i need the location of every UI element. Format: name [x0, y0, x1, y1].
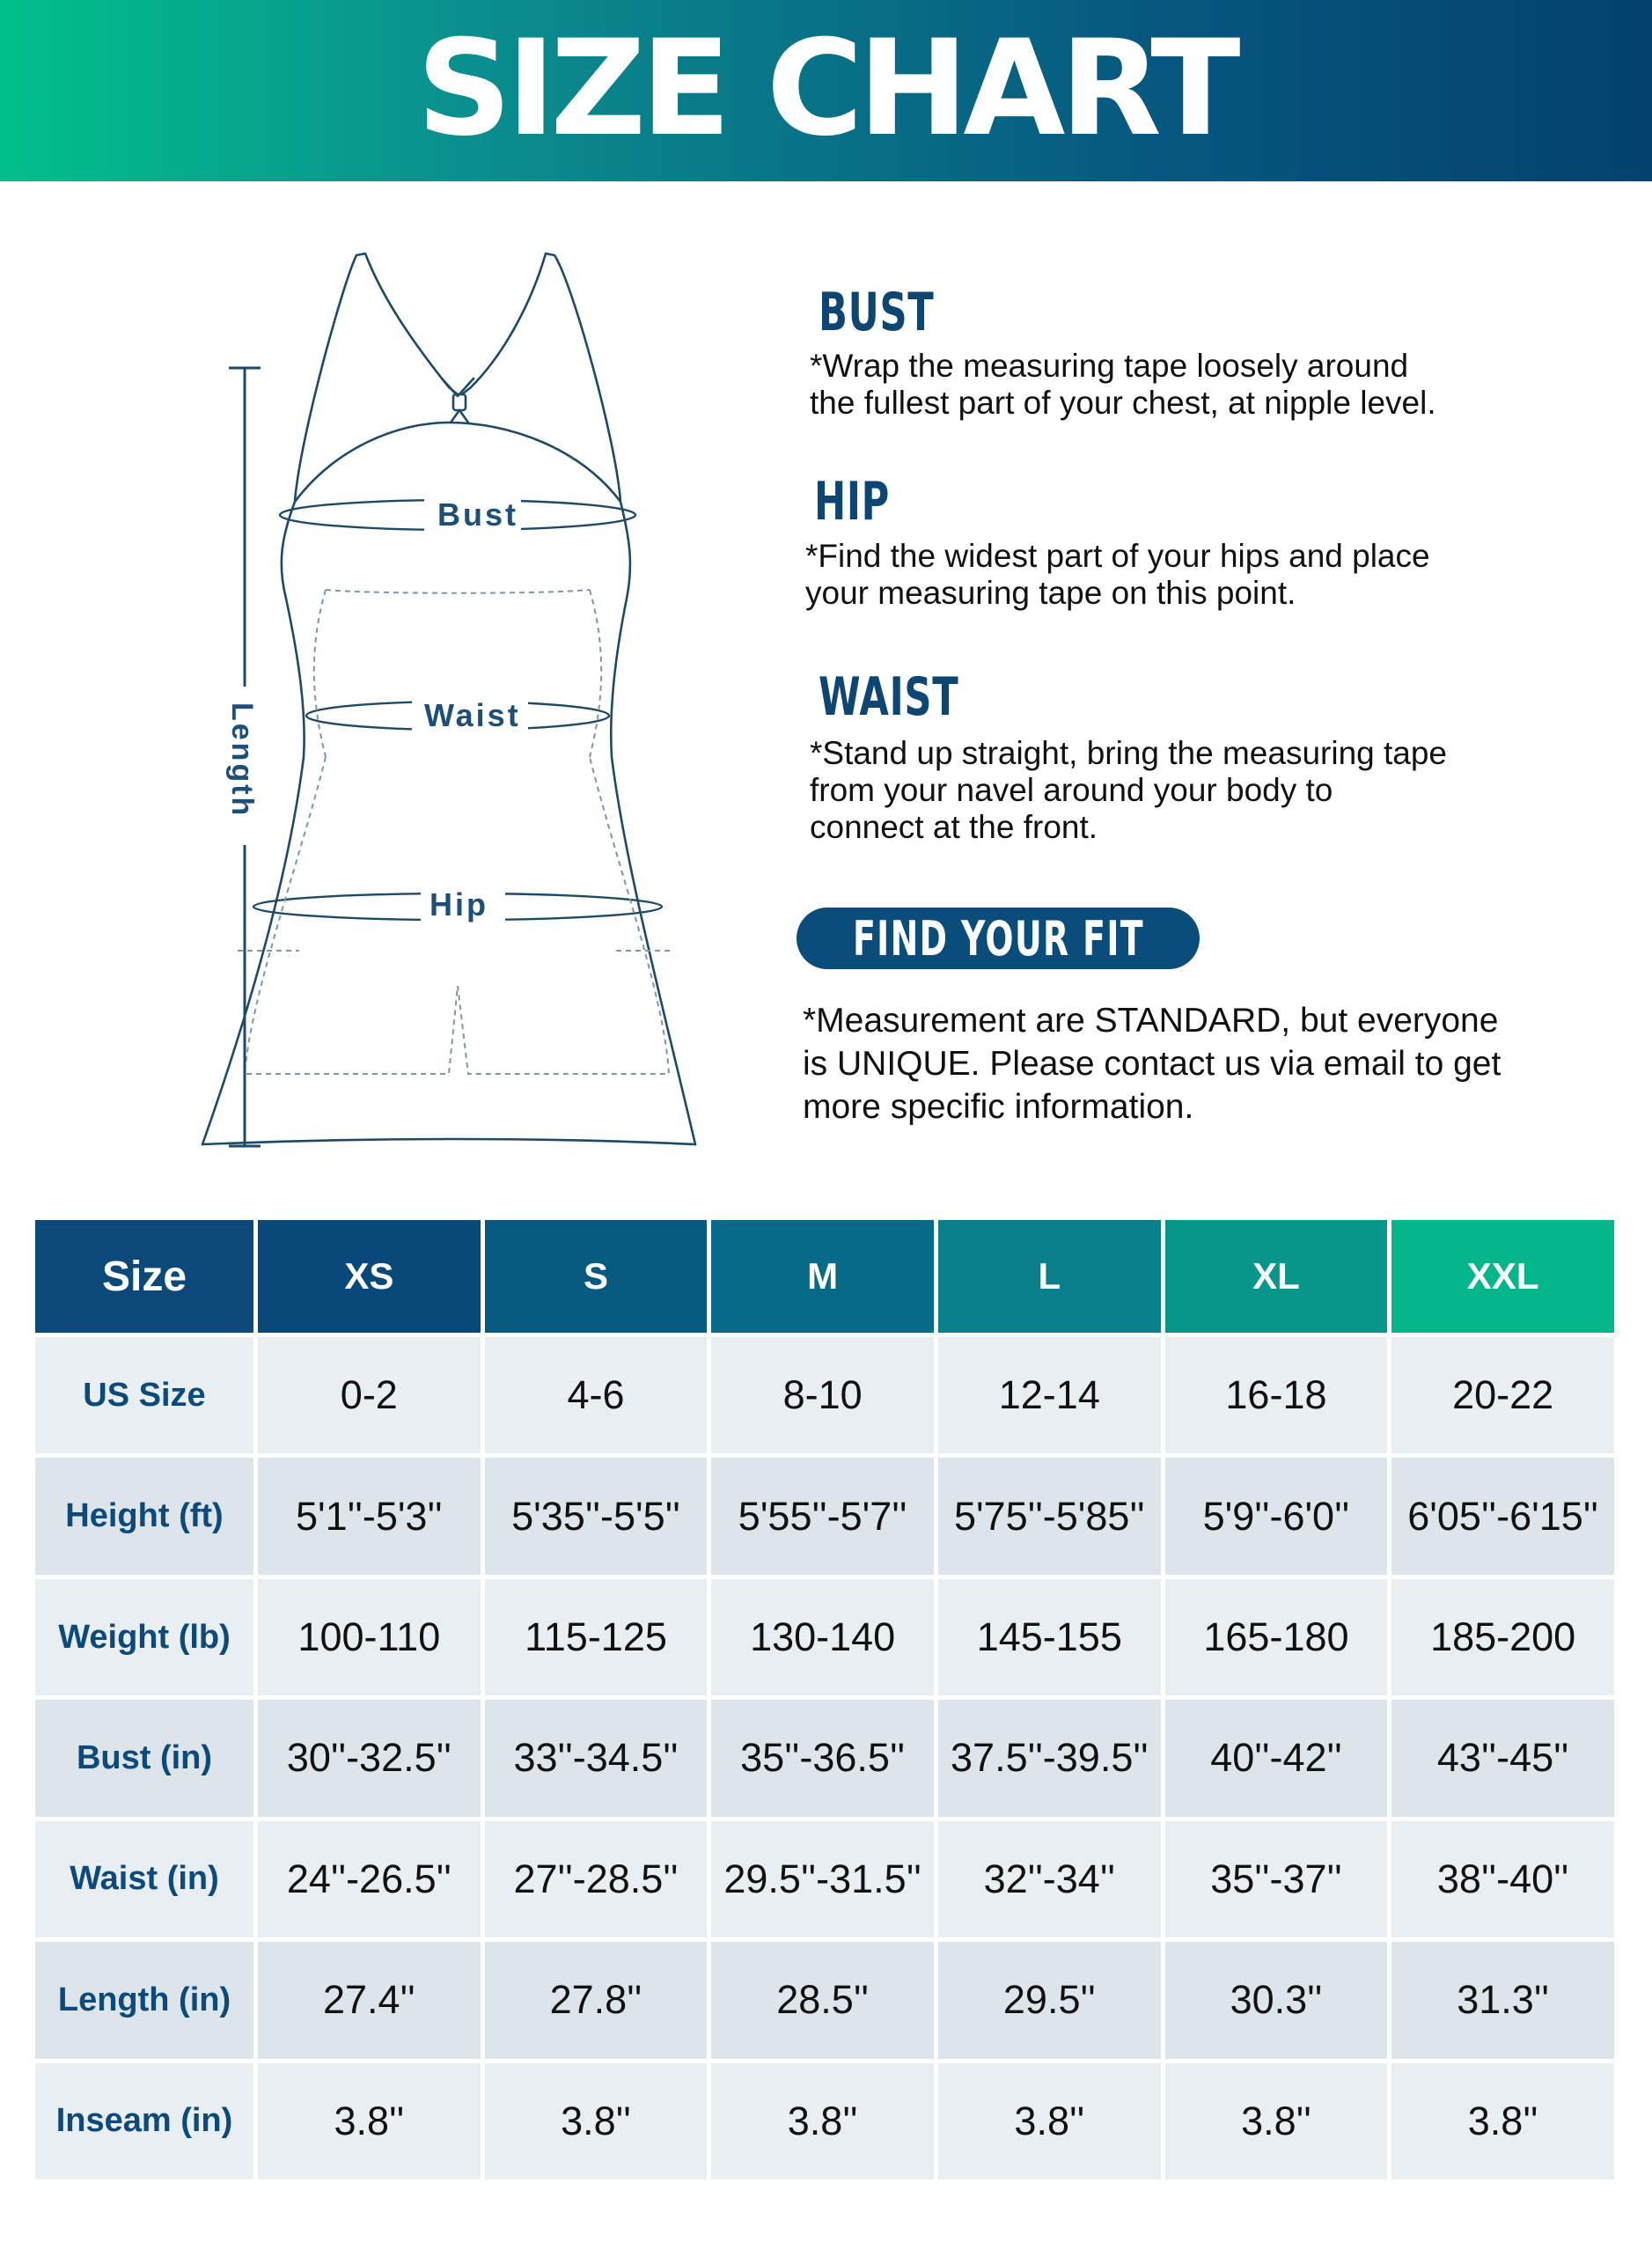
table-cell: 30.3'' — [1165, 1942, 1388, 2058]
header-size: Size — [35, 1220, 253, 1333]
row-label: Height (ft) — [35, 1458, 253, 1574]
table-cell: 5'1''-5'3'' — [258, 1458, 481, 1574]
table-cell: 29.5'' — [938, 1942, 1161, 2058]
row-label: Bust (in) — [35, 1700, 253, 1816]
header-l: L — [938, 1220, 1161, 1333]
fit-note: *Measurement are STANDARD, but everyone is UNIQUE. Please contact us via email to get more specific information. — [803, 1002, 1501, 1126]
table-row-us-size — [35, 1337, 1614, 1453]
table-cell: 20-22 — [1391, 1337, 1614, 1453]
find-your-fit-label: FIND YOUR FIT — [852, 910, 1144, 967]
table-cell: 145-155 — [938, 1579, 1161, 1695]
row-label: Length (in) — [35, 1942, 253, 2058]
table-cell: 6'05''-6'15'' — [1391, 1458, 1614, 1574]
bust-label: Bust — [437, 496, 518, 533]
table-cell: 5'35''-5'5'' — [485, 1458, 708, 1574]
table-cell: 24''-26.5'' — [258, 1821, 481, 1937]
table-cell: 35''-37'' — [1165, 1821, 1388, 1937]
table-cell: 27.8'' — [485, 1942, 708, 2058]
size-table — [31, 1216, 1619, 2184]
table-cell: 5'55''-5'7'' — [711, 1458, 934, 1574]
table-cell: 31.3'' — [1391, 1942, 1614, 2058]
waist-label: Waist — [424, 697, 521, 733]
table-cell: 38''-40'' — [1391, 1821, 1614, 1937]
find-your-fit-badge — [797, 908, 1200, 969]
header-banner — [0, 0, 1652, 181]
table-row-height — [35, 1458, 1614, 1574]
table-cell: 3.8'' — [1165, 2063, 1388, 2180]
header-xl: XL — [1165, 1220, 1388, 1333]
waist-section-text: *Stand up straight, bring the measuring tape from your navel around your body to connect at the front. — [810, 735, 1448, 845]
table-cell: 5'75''-5'85'' — [938, 1458, 1161, 1574]
table-cell: 8-10 — [711, 1337, 934, 1453]
dress-right-side — [611, 502, 695, 1144]
table-cell: 40''-42'' — [1165, 1700, 1388, 1816]
table-cell: 115-125 — [485, 1579, 708, 1695]
table-row-bust — [35, 1700, 1614, 1816]
length-label: Length — [225, 702, 259, 819]
table-cell: 30''-32.5'' — [258, 1700, 481, 1816]
header-xs: XS — [258, 1220, 481, 1333]
table-cell: 4-6 — [485, 1337, 708, 1453]
table-cell: 130-140 — [711, 1579, 934, 1695]
row-label: Waist (in) — [35, 1821, 253, 1937]
table-cell: 29.5''-31.5'' — [711, 1821, 934, 1937]
table-cell: 32''-34'' — [938, 1821, 1161, 1937]
table-cell: 185-200 — [1391, 1579, 1614, 1695]
size-table-header-row — [35, 1220, 1614, 1333]
header-xxl: XXL — [1391, 1220, 1614, 1333]
table-row-waist — [35, 1821, 1614, 1937]
table-row-length — [35, 1942, 1614, 2058]
table-cell: 12-14 — [938, 1337, 1161, 1453]
header-m: M — [711, 1220, 934, 1333]
table-cell: 165-180 — [1165, 1579, 1388, 1695]
table-cell: 5'9''-6'0'' — [1165, 1458, 1388, 1574]
left-strap — [295, 254, 458, 502]
table-cell: 3.8'' — [258, 2063, 481, 2180]
table-cell: 100-110 — [258, 1579, 481, 1695]
hip-label: Hip — [430, 886, 488, 923]
table-cell: 3.8'' — [938, 2063, 1161, 2180]
table-cell: 27.4'' — [258, 1942, 481, 2058]
table-cell: 28.5'' — [711, 1942, 934, 2058]
table-cell: 0-2 — [258, 1337, 481, 1453]
row-label: Inseam (in) — [35, 2063, 253, 2180]
bust-section-text: *Wrap the measuring tape loosely around the fullest part of your chest, at nipple level. — [810, 348, 1436, 421]
table-cell: 3.8'' — [1391, 2063, 1614, 2180]
table-row-weight — [35, 1579, 1614, 1695]
right-strap — [462, 254, 620, 502]
header-s: S — [485, 1220, 708, 1333]
waist-section-title: WAIST — [819, 666, 959, 728]
table-cell: 16-18 — [1165, 1337, 1388, 1453]
hip-section-text: *Find the widest part of your hips and place your measuring tape on this point. — [805, 538, 1430, 611]
table-row-inseam — [35, 2063, 1614, 2180]
row-label: Weight (lb) — [35, 1579, 253, 1695]
hip-section-title: HIP — [814, 471, 891, 533]
neckline — [295, 423, 620, 502]
page-title: SIZE CHART — [416, 12, 1236, 165]
table-cell: 37.5''-39.5'' — [938, 1700, 1161, 1816]
row-label: US Size — [35, 1337, 253, 1453]
length-measure-line — [211, 361, 282, 1153]
table-cell: 43''-45'' — [1391, 1700, 1614, 1816]
table-cell: 33''-34.5'' — [485, 1700, 708, 1816]
table-cell: 27''-28.5'' — [485, 1821, 708, 1937]
table-cell: 3.8'' — [711, 2063, 934, 2180]
table-cell: 3.8'' — [485, 2063, 708, 2180]
table-cell: 35''-36.5'' — [711, 1700, 934, 1816]
bust-section-title: BUST — [819, 282, 935, 343]
